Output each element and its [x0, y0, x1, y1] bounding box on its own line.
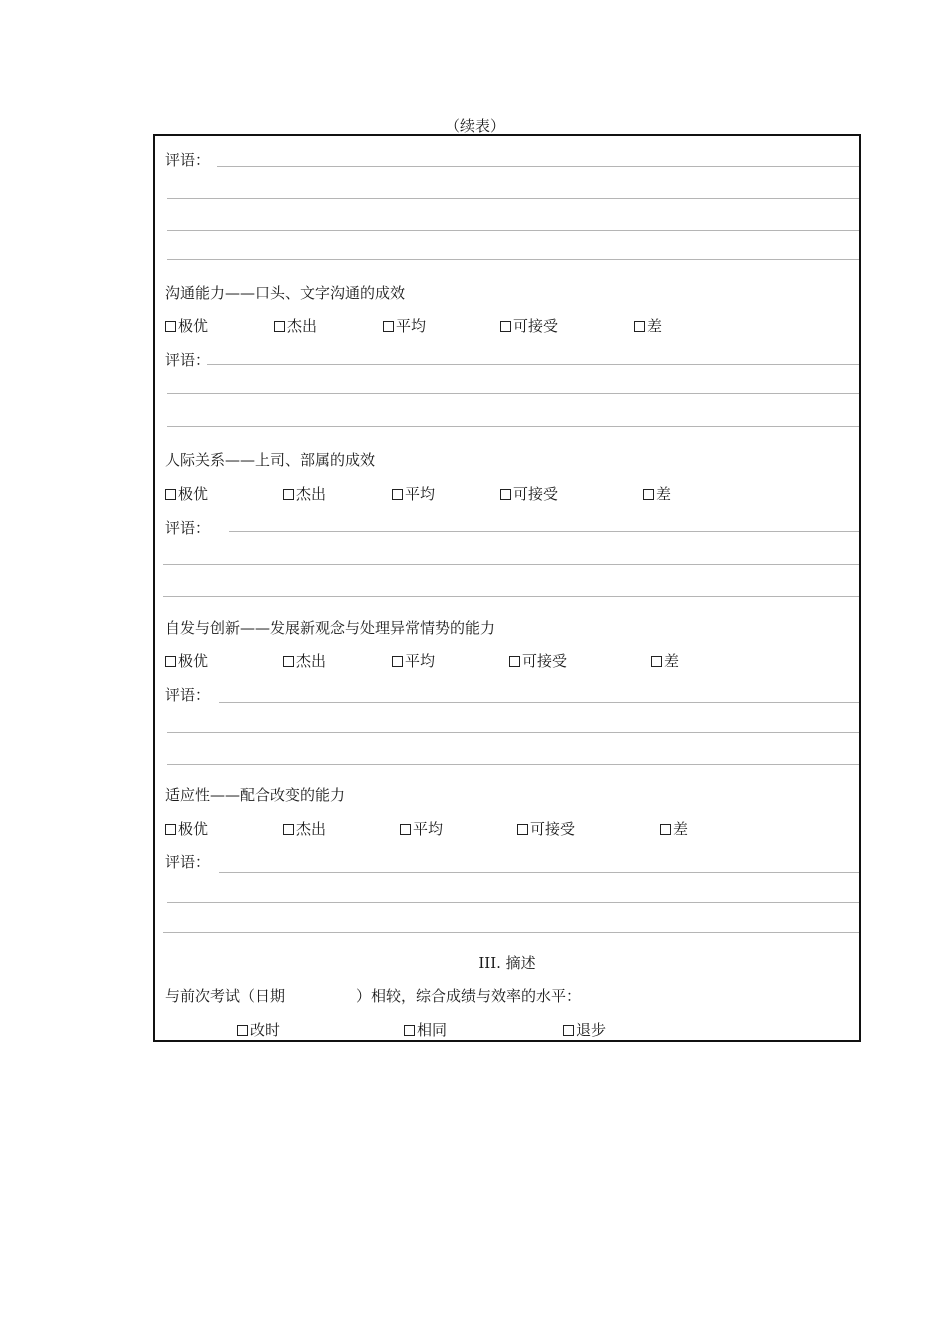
- option-label: 差: [673, 820, 689, 838]
- comment-label: 评语：: [165, 519, 211, 537]
- option-poor[interactable]: [660, 819, 688, 839]
- checkbox[interactable]: [517, 824, 528, 835]
- summary-prompt-end: ）相较，综合成绩与效率的水平：: [356, 987, 582, 1005]
- option-poor[interactable]: [643, 484, 671, 504]
- comment-label: 评语：: [165, 686, 211, 704]
- checkbox[interactable]: [165, 489, 176, 500]
- comment-line[interactable]: [167, 198, 859, 199]
- option-outstanding[interactable]: [283, 651, 326, 671]
- comment-line[interactable]: [229, 531, 859, 532]
- checkbox[interactable]: [563, 1025, 574, 1036]
- section-title-communication: 沟通能力——口头、文字沟通的成效: [165, 284, 406, 302]
- option-acceptable[interactable]: [500, 316, 558, 336]
- option-acceptable[interactable]: [509, 651, 567, 671]
- comment-line[interactable]: [163, 932, 859, 933]
- option-label: 差: [647, 317, 663, 335]
- option-outstanding[interactable]: [274, 316, 317, 336]
- comment-line[interactable]: [217, 166, 859, 167]
- option-label: 平均: [396, 317, 427, 335]
- evaluation-form: [153, 134, 861, 1042]
- comment-line[interactable]: [167, 764, 859, 765]
- option-average[interactable]: [383, 316, 426, 336]
- comment-line[interactable]: [167, 230, 859, 231]
- checkbox[interactable]: [400, 824, 411, 835]
- comment-label: 评语：: [165, 151, 211, 169]
- checkbox[interactable]: [237, 1025, 248, 1036]
- summary-heading: III. 摘述: [478, 954, 536, 972]
- comment-line[interactable]: [163, 596, 859, 597]
- checkbox[interactable]: [392, 489, 403, 500]
- option-label: 可接受: [513, 317, 559, 335]
- option-label: 平均: [413, 820, 444, 838]
- option-excellent[interactable]: [165, 316, 208, 336]
- checkbox[interactable]: [500, 321, 511, 332]
- checkbox[interactable]: [509, 656, 520, 667]
- checkbox[interactable]: [500, 489, 511, 500]
- option-label: 平均: [405, 652, 436, 670]
- option-average[interactable]: [392, 651, 435, 671]
- option-label: 可接受: [522, 652, 568, 670]
- checkbox[interactable]: [274, 321, 285, 332]
- option-excellent[interactable]: [165, 819, 208, 839]
- checkbox[interactable]: [634, 321, 645, 332]
- option-label: 杰出: [296, 820, 327, 838]
- option-label: 极优: [178, 485, 209, 503]
- comment-line[interactable]: [167, 902, 859, 903]
- option-label: 改时: [250, 1021, 281, 1039]
- option-label: 杰出: [296, 652, 327, 670]
- checkbox[interactable]: [283, 656, 294, 667]
- comment-line[interactable]: [167, 393, 859, 394]
- option-average[interactable]: [400, 819, 443, 839]
- option-acceptable[interactable]: [517, 819, 575, 839]
- checkbox[interactable]: [283, 824, 294, 835]
- checkbox[interactable]: [404, 1025, 415, 1036]
- summary-option-improved[interactable]: [237, 1020, 280, 1040]
- comment-label: 评语：: [165, 351, 211, 369]
- option-label: 差: [664, 652, 680, 670]
- option-label: 可接受: [513, 485, 559, 503]
- checkbox[interactable]: [165, 656, 176, 667]
- option-acceptable[interactable]: [500, 484, 558, 504]
- checkbox[interactable]: [283, 489, 294, 500]
- checkbox[interactable]: [383, 321, 394, 332]
- option-label: 平均: [405, 485, 436, 503]
- option-poor[interactable]: [651, 651, 679, 671]
- option-outstanding[interactable]: [283, 484, 326, 504]
- option-excellent[interactable]: [165, 651, 208, 671]
- comment-line[interactable]: [167, 259, 859, 260]
- section-title-adaptability: 适应性——配合改变的能力: [165, 786, 346, 804]
- option-outstanding[interactable]: [283, 819, 326, 839]
- comment-label: 评语：: [165, 853, 211, 871]
- option-poor[interactable]: [634, 316, 662, 336]
- checkbox[interactable]: [651, 656, 662, 667]
- checkbox[interactable]: [660, 824, 671, 835]
- comment-line[interactable]: [207, 364, 859, 365]
- summary-option-same[interactable]: [404, 1020, 447, 1040]
- option-label: 退步: [576, 1021, 607, 1039]
- section-title-relations: 人际关系——上司、部属的成效: [165, 451, 376, 469]
- option-label: 杰出: [296, 485, 327, 503]
- summary-option-regressed[interactable]: [563, 1020, 606, 1040]
- comment-line[interactable]: [219, 702, 859, 703]
- option-average[interactable]: [392, 484, 435, 504]
- option-label: 极优: [178, 317, 209, 335]
- option-label: 杰出: [287, 317, 318, 335]
- option-label: 可接受: [530, 820, 576, 838]
- option-label: 极优: [178, 652, 209, 670]
- comment-line[interactable]: [167, 732, 859, 733]
- checkbox[interactable]: [643, 489, 654, 500]
- checkbox[interactable]: [165, 824, 176, 835]
- option-label: 差: [656, 485, 672, 503]
- comment-line[interactable]: [219, 872, 859, 873]
- option-excellent[interactable]: [165, 484, 208, 504]
- option-label: 极优: [178, 820, 209, 838]
- section-title-innovation: 自发与创新——发展新观念与处理异常情势的能力: [165, 619, 496, 637]
- checkbox[interactable]: [392, 656, 403, 667]
- checkbox[interactable]: [165, 321, 176, 332]
- comment-line[interactable]: [167, 426, 859, 427]
- table-caption: （续表）: [444, 117, 505, 135]
- comment-line[interactable]: [163, 564, 859, 565]
- summary-prompt-start: 与前次考试（日期: [165, 987, 286, 1005]
- option-label: 相同: [417, 1021, 448, 1039]
